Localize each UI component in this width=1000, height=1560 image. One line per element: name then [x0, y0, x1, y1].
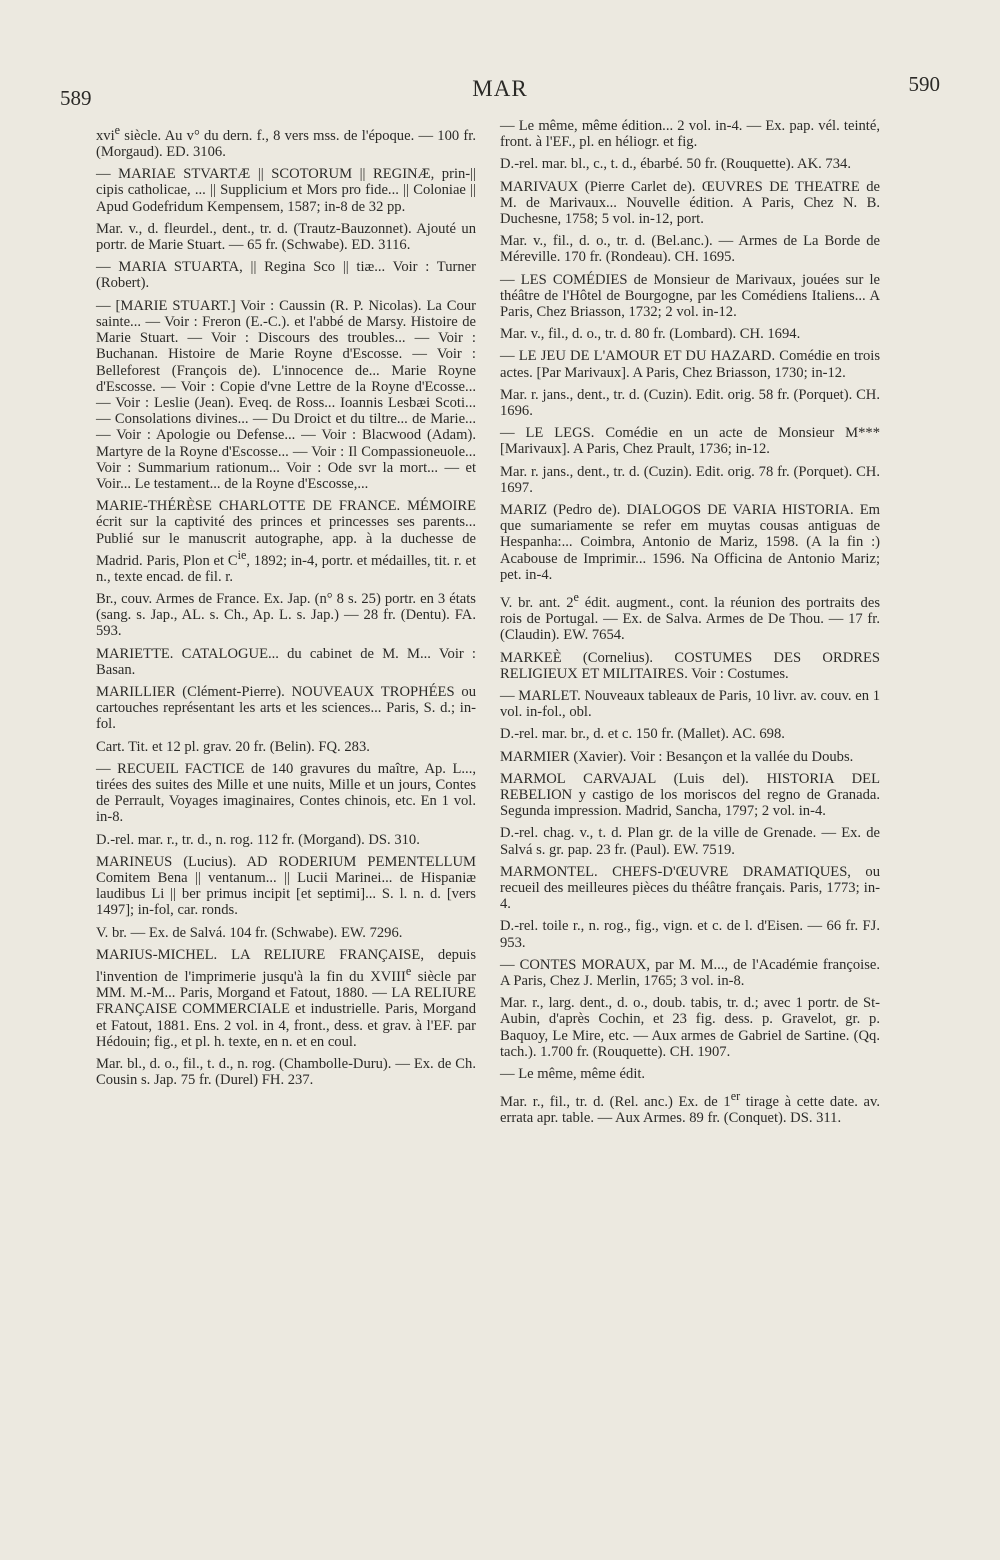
catalogue-entry: — Le même, même édit. [500, 1066, 646, 1083]
catalogue-entry: D.-rel. mar. r., tr. d., n. rog. 112 fr. (Morgand). DS. 310. [96, 831, 420, 848]
catalogue-entry: Mar. r. jans., dent., tr. d. (Cuzin). Edit. orig. 78 fr. (Porquet). CH. 1697. [500, 463, 880, 496]
catalogue-entry: — [MARIE STUART.] Voir : Caussin (R. P. Nicolas). La Cour sainte... — Voir : Freron (E.-C.). et l'abbé de Marsy. Histoire de Marie Stuart. — Voir : Discours des troubles... — Voir : Buchanan. Histoire de Marie Royne d'Escosse. — Voir : Belleforest (François de). L'innocence de... Marie Royne d'Escosse. — Voir : Copie d'vne Lettre de la Royne d'Ecosse... — Voir : Leslie (Jean). Eveq. de Ross... Ioannis Lesbæi Scoti... — Consolations divines... — Du Droict et du tiltre... de Marie... — Voir : Apologie ou Defense... — Voir : Blacwood (Adam). Martyre de la Royne d'Escosse... — Voir : Il Compassioneuole... Voir : Summarium rationum... Voir : Ode svr la mort... — et Voir... Le testament... de la Royne d'Escosse,... [96, 297, 476, 492]
catalogue-entry: V. br. — Ex. de Salvá. 104 fr. (Schwabe). EW. 7296. [96, 924, 403, 941]
catalogue-entry: MARIETTE. CATALOGUE... du cabinet de M. M... Voir : Basan. [96, 645, 476, 678]
catalogue-entry: — RECUEIL FACTICE de 140 gravures du maître, Ap. L..., tirées des suites des Mille et une nuits, Mille et un jours, Contes de Perrault, Voyages imaginaires, Contes chinois, etc. En 1 vol. in-8. [96, 760, 476, 826]
running-head: MAR [472, 76, 528, 101]
catalogue-entry: Mar. v., fil., d. o., tr. d. 80 fr. (Lombard). CH. 1694. [500, 326, 801, 343]
catalogue-entry: Mar. v., fil., d. o., tr. d. (Bel.anc.). — Armes de La Borde de Méreville. 170 fr. (Rondeau). CH. 1695. [500, 233, 880, 266]
page-number-left: 589 [60, 86, 92, 110]
catalogue-entry: — LE LEGS. Comédie en un acte de Monsieur M*** [Marivaux]. A Paris, Chez Prault, 1736; in-12. [500, 425, 880, 458]
catalogue-entry: — MARLET. Nouveaux tableaux de Paris, 10 livr. av. couv. en 1 vol. in-fol., obl. [500, 687, 880, 721]
catalogue-entry: — MARIA STUARTA, || Regina Sco || tiæ... Voir : Turner (Robert). [96, 259, 476, 292]
catalogue-entry: Mar. r. jans., dent., tr. d. (Cuzin). Edit. orig. 58 fr. (Porquet). CH. 1696. [500, 386, 880, 420]
catalogue-entry: MARIUS-MICHEL. LA RELIURE FRANÇAISE, depuis l'invention de l'imprimerie jusqu'à la fin du XVIIIe siècle par MM. M.-M... Paris, Morgand et Fatout, 1880. — LA RELIURE FRANÇAISE COMMERCIALE et industrielle. Paris, Morgand et Fatout, 1881. Ens. 2 vol. in 4, front., dess. et grav. à l'EF. par Hédouin; fig., et pl. h. texte, en n. et en coul. [96, 946, 477, 1050]
catalogue-entry: — CONTES MORAUX, par M. M..., de l'Académie françoise. A Paris, Chez J. Merlin, 1765; 3 vol. in-8. [500, 956, 880, 989]
catalogue-entry: MARINEUS (Lucius). AD RODERIUM PEMENTELLUM Comitem Bena || ventanum... || Lucii Marinei... de Hispaniæ laudibus Li || ber primus incipit [et septimi]... S. l. n. d. [vers 1497]; in-fol, car. ronds. [96, 853, 476, 919]
catalogue-entry: MARKEÈ (Cornelius). COSTUMES DES ORDRES RELIGIEUX ET MILITAIRES. Voir : Costumes. [500, 649, 880, 682]
catalogue-entry: Mar. bl., d. o., fil., t. d., n. rog. (Chambolle-Duru). — Ex. de Ch. Cousin s. Jap. 75 fr. (Durel) FH. 237. [96, 1055, 476, 1089]
catalogue-entry: — Le même, même édition... 2 vol. in-4. — Ex. pap. vél. teinté, front. à l'EF., pl. en héliogr. et fig. [500, 118, 880, 151]
page-header [60, 70, 940, 110]
catalogue-entry: MARIE-THÉRÈSE CHARLOTTE DE FRANCE. MÉMOIRE écrit sur la captivité des princes et princesses ses parents... Publié sur le manuscrit autographe, app. à la duchesse de Madrid. Paris, Plon et $C^{ie}$, 1892; in-4, portr. et médailles, tit. r. et n., texte encad. de fil. r. [96, 498, 476, 585]
catalogue-entry: Br., couv. Armes de France. Ex. Jap. (n° 8 s. 25) portr. en 3 états (sang. s. Jap., AL. s. Ch., Ap. L. s. Jap.) — 28 fr. (Dentu). FA. 593. [96, 591, 476, 640]
catalogue-entry: Mar. r., fil., tr. d. (Rel. anc.) Ex. de 1er tirage à cette date. av. errata apr. table. — Aux Armes. 89 fr. (Conquet). DS. 311. [500, 1089, 880, 1127]
catalogue-entry: MARMIER (Xavier). Voir : Besançon et la vallée du Doubs. [500, 748, 854, 765]
catalogue-entry: Mar. r., larg. dent., d. o., doub. tabis, tr. d.; avec 1 portr. de St-Aubin, d'après Cochin, et 23 fig. dess. p. Gravelot, gr. p. Baquoy, Le Mire, etc. — Aux armes de Gabriel de Sartine. (Qq. tach.). 1.700 fr. (Rouquette). CH. 1907. [500, 995, 880, 1060]
catalogue-entry: D.-rel. toile r., n. rog., fig., vign. et c. de l. d'Eisen. — 66 fr. FJ. 953. [500, 918, 880, 951]
catalogue-entry: MARMONTEL. CHEFS-D'ŒUVRE DRAMATIQUES, ou recueil des meilleures pièces du théâtre français. Paris, 1773; in-4. [500, 863, 880, 913]
catalogue-entry: MARILLIER (Clément-Pierre). NOUVEAUX TROPHÉES ou cartouches représentant les arts et les sciences... Paris, S. d.; in-fol. [96, 684, 476, 733]
catalogue-entry: MARIZ (Pedro de). DIALOGOS DE VARIA HISTORIA. Em que sumariamente se refer em muytas cousas antiguas de Hespanha:... Coimbra, Antonio de Mariz, 1598. (A la fin :) Acabouse de Imprimir... 1596. Na Officina de Antonio Mariz; pet. in-4. [500, 502, 880, 583]
right-column [500, 118, 880, 1132]
catalogue-entry: MARIVAUX (Pierre Carlet de). ŒUVRES DE THEATRE de M. de Marivaux... Nouvelle édition. A Paris, Chez N. B. Duchesne, 1758; 5 vol. in-12, port. [500, 178, 880, 228]
catalogue-entry: Cart. Tit. et 12 pl. grav. 20 fr. (Belin). FQ. 283. [96, 738, 370, 755]
catalogue-entry: MARMOL CARVAJAL (Luis del). HISTORIA DEL REBELION y castigo de los moriscos del regno de Granada. Segunda impression. Madrid, Sancha, 1797; 2 vol. in-4. [500, 770, 880, 820]
left-column [96, 122, 476, 1094]
catalogue-entry: — LES COMÉDIES de Monsieur de Marivaux, jouées sur le théâtre de l'Hôtel de Bourgogne, par les Comédiens Italiens... A Paris, Chez Briasson, 1732; 2 vol. in-12. [500, 271, 880, 321]
page-number-right: 590 [908, 72, 940, 96]
catalogue-entry: — MARIAE STVARTÆ || SCOTORUM || REGINÆ, prin-|| cipis catholicae, ... || Supplicium et Mors pro fide... || Coloniae || Apud Godefridum Kempensem, 1587; in-8 de 32 pp. [96, 166, 476, 215]
catalogue-entry: D.-rel. chag. v., t. d. Plan gr. de la ville de Grenade. — Ex. de Salvá s. gr. pap. 23 fr. (Paul). EW. 7519. [500, 825, 880, 858]
catalogue-entry: D.-rel. mar. bl., c., t. d., ébarbé. 50 fr. (Rouquette). AK. 734. [500, 156, 851, 173]
catalogue-entry: Mar. v., d. fleurdel., dent., tr. d. (Trautz-Bauzonnet). Ajouté un portr. de Marie Stuart. — 65 fr. (Schwabe). ED. 3116. [96, 220, 476, 254]
catalogue-entry: — LE JEU DE L'AMOUR ET DU HAZARD. Comédie en trois actes. [Par Marivaux]. A Paris, Chez Briasson, 1730; in-12. [500, 348, 880, 381]
catalogue-entry: xvi$^e$ siècle. Au v° du dern. f., 8 vers mss. de l'époque. — 100 fr. (Morgaud). ED. 3106. [96, 123, 476, 161]
catalogue-entry: V. br. ant. 2e édit. augment., cont. la réunion des portraits des rois de Portugal. — Ex. de Salva. Armes de De Thou. — 17 fr. (Claudin). EW. 7654. [500, 590, 880, 644]
catalogue-entry: D.-rel. mar. br., d. et c. 150 fr. (Mallet). AC. 698. [500, 726, 785, 743]
